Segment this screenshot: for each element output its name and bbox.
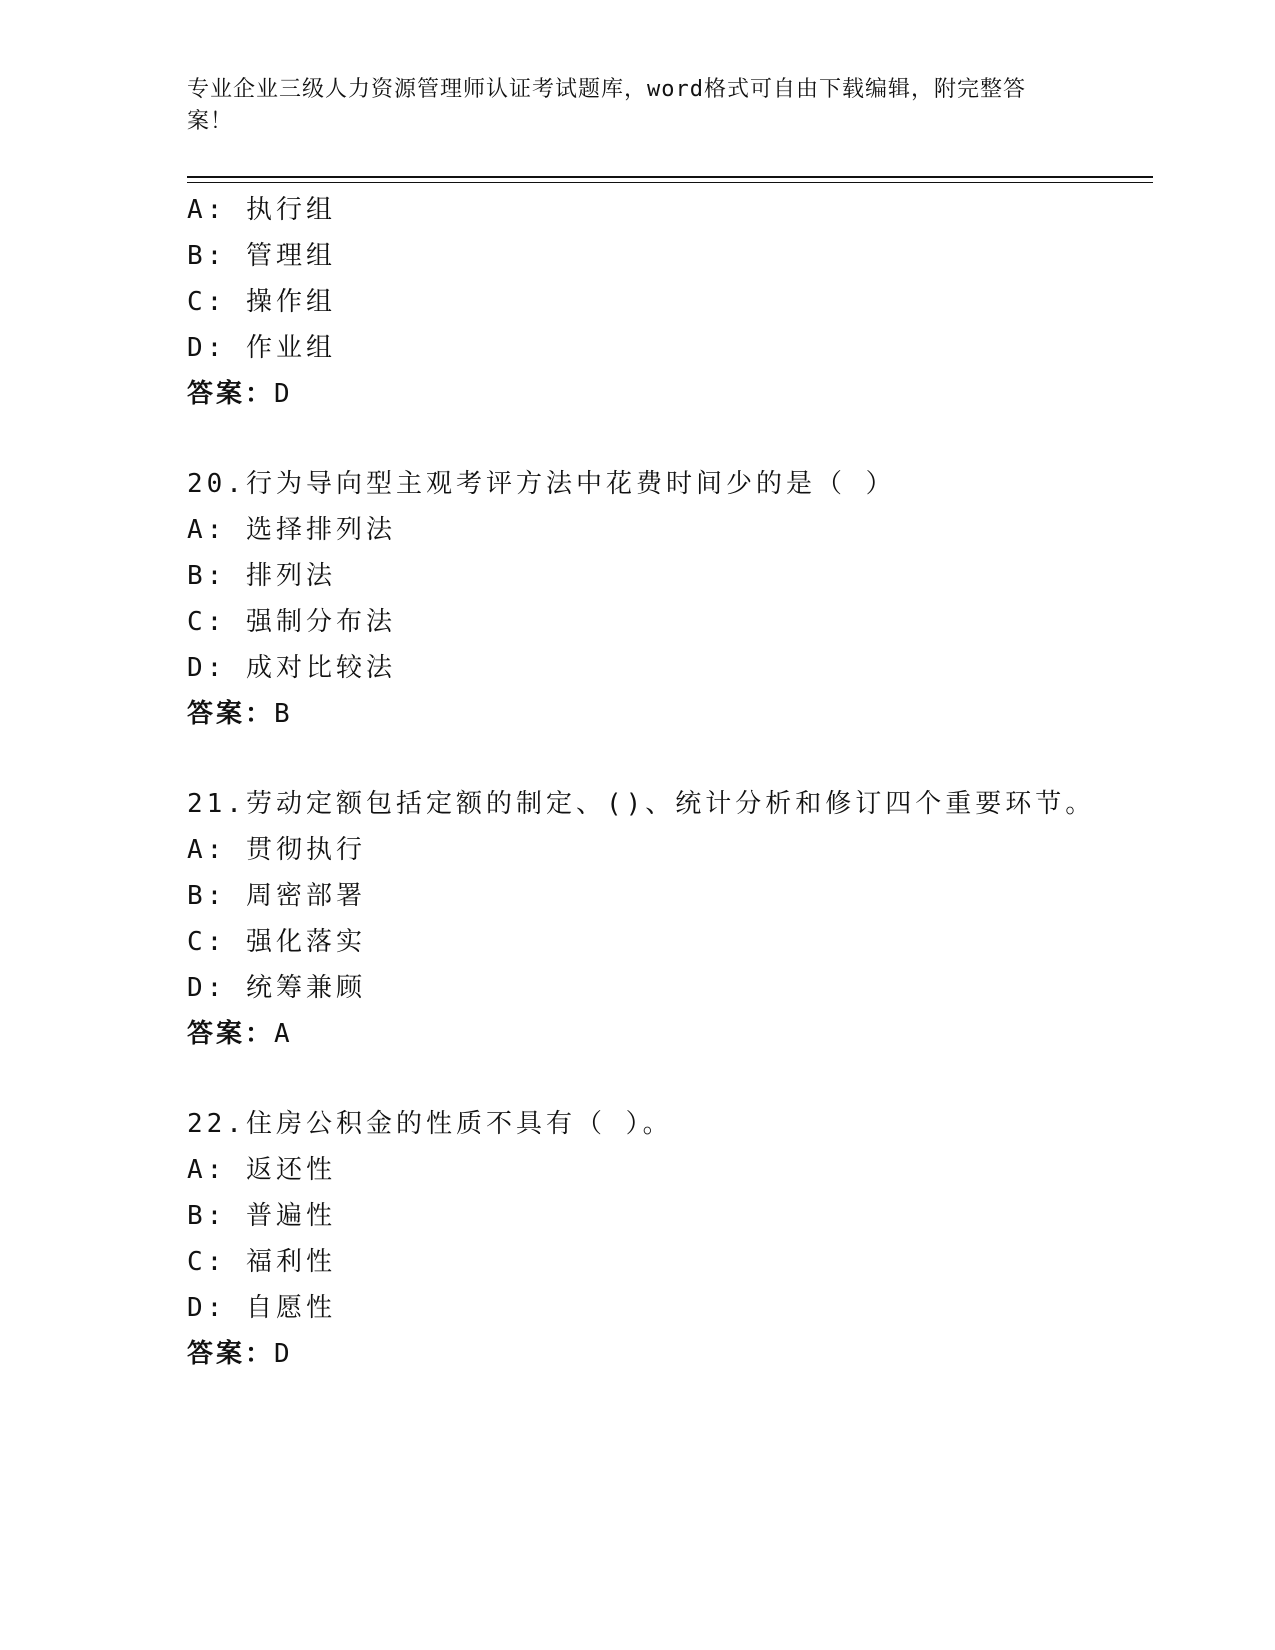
answer-label: 答案： xyxy=(187,1339,275,1369)
answer-value: D xyxy=(274,1339,292,1369)
option-a: A: 返还性 xyxy=(187,1155,336,1185)
option-a: A: 选择排列法 xyxy=(187,515,396,545)
answer-line xyxy=(187,371,1147,417)
header-rule-thick xyxy=(187,176,1153,178)
option-b: B: 普遍性 xyxy=(187,1201,336,1231)
answer-label: 答案： xyxy=(187,379,275,409)
answer-line xyxy=(187,1331,1147,1377)
option-a: A: 执行组 xyxy=(187,195,336,225)
answer-line xyxy=(187,691,1147,737)
option-d: D: 作业组 xyxy=(187,333,336,363)
question-21 xyxy=(187,781,1147,1057)
option-b: B: 周密部署 xyxy=(187,881,366,911)
option-c: C: 强制分布法 xyxy=(187,607,396,637)
option-c: C: 操作组 xyxy=(187,287,336,317)
question-stem: 22.住房公积金的性质不具有（ ）。 xyxy=(187,1109,673,1139)
option-d: D: 统筹兼顾 xyxy=(187,973,366,1003)
option-a: A: 贯彻执行 xyxy=(187,835,366,865)
option-c: C: 福利性 xyxy=(187,1247,336,1277)
answer-value: A xyxy=(274,1019,292,1049)
option-d: D: 成对比较法 xyxy=(187,653,396,683)
answer-label: 答案： xyxy=(187,1019,275,1049)
answer-line xyxy=(187,1011,1147,1057)
question-20 xyxy=(187,461,1147,737)
question-22 xyxy=(187,1101,1147,1377)
option-c: C: 强化落实 xyxy=(187,927,366,957)
question-list xyxy=(187,187,1147,1377)
answer-label: 答案： xyxy=(187,699,275,729)
answer-value: D xyxy=(274,379,292,409)
question-stem: 21.劳动定额包括定额的制定、()、统计分析和修订四个重要环节。 xyxy=(187,789,1096,819)
option-b: B: 排列法 xyxy=(187,561,336,591)
option-b: B: 管理组 xyxy=(187,241,336,271)
document-header: 专业企业三级人力资源管理师认证考试题库，word格式可自由下载编辑，附完整答案！ xyxy=(187,77,1026,134)
question-stem: 20.行为导向型主观考评方法中花费时间少的是（ ） xyxy=(187,469,896,499)
answer-value: B xyxy=(274,699,292,729)
header-rule-thin xyxy=(187,182,1153,183)
question-19-continued xyxy=(187,187,1147,417)
option-d: D: 自愿性 xyxy=(187,1293,336,1323)
